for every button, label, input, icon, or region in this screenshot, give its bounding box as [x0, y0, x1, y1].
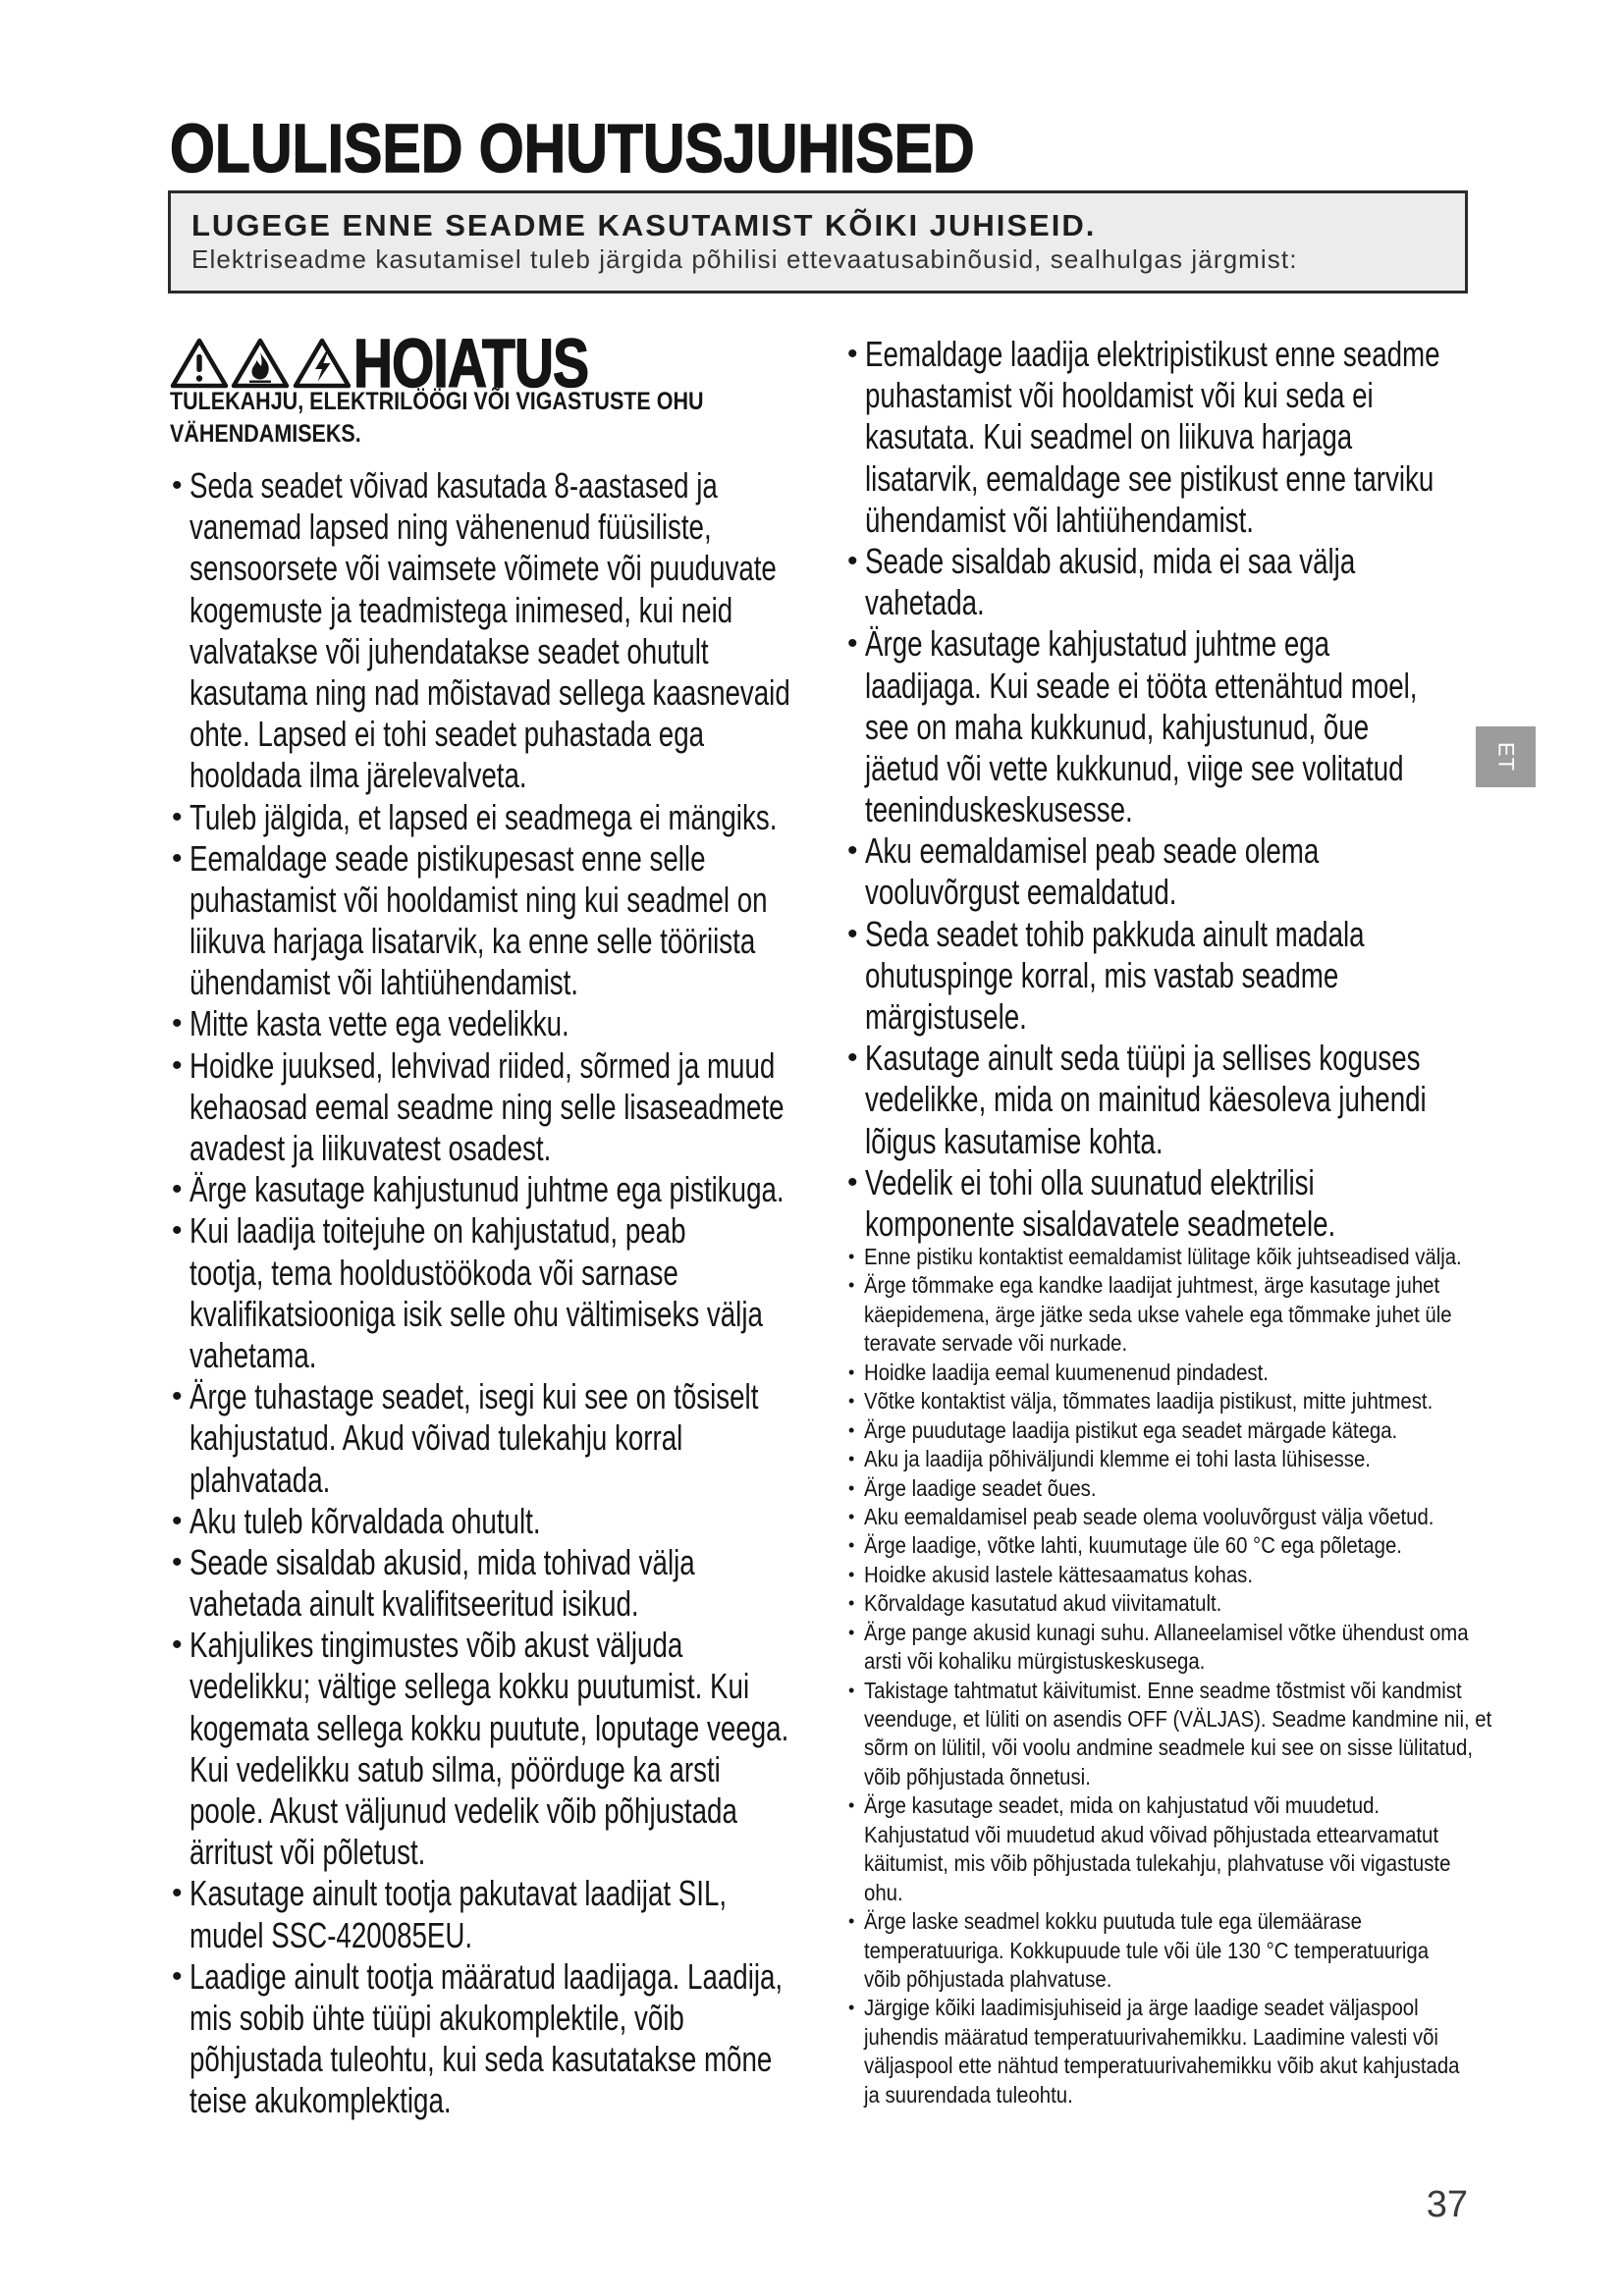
bullet-marker: • — [172, 1504, 183, 1537]
bullet-text-line: Laadige ainult tootja määratud laadijaga. Laadija, — [189, 1955, 784, 1997]
bullet-text-line: puhastamist või hooldamist ning kui seadmel on — [189, 879, 768, 920]
small-bullet-item — [848, 1387, 1473, 1415]
bullet-text-line: ohu. — [864, 1879, 903, 1905]
bullet-marker: • — [848, 1998, 855, 2018]
bullet-text-line: sensoorsete või vaimsete võimete või puuduvate — [189, 548, 777, 589]
bullet-text-line: tootja, tema hooldustöökoda või sarnase — [189, 1252, 678, 1293]
bullet-marker: • — [172, 1545, 183, 1578]
bullet-text-line: ohutuspinge korral, mis vastab seadme — [865, 954, 1339, 995]
bullet-text-line: kogemuste ja teadmistega inimesed, kui neid — [189, 589, 733, 630]
bullet-text-line: Ärge tõmmake ega kandke laadijat juhtmest, ärge kasutage juhet — [864, 1272, 1440, 1299]
bullet-marker: • — [848, 1477, 855, 1498]
bullet-text-line: valvatakse või juhendatakse seadet ohutult — [189, 630, 709, 671]
bullet-text-line: Kui vedelikku satub silma, pöörduge ka arsti — [189, 1748, 721, 1789]
bullet-marker: • — [847, 338, 858, 370]
bullet-text-line: ühendamist või lahtiühendamist. — [865, 499, 1255, 540]
bullet-text-line: kehaosad eemal seadme ning selle lisaseadmete — [189, 1086, 785, 1127]
bullet-marker: • — [172, 1173, 183, 1206]
bullet-text-line: kasutama ning nad mõistavad sellega kaasnevaid — [189, 671, 790, 713]
electric-shock-warning-icon — [293, 337, 352, 390]
bullet-text-line: Aku eemaldamisel peab seade olema vooluvõrgust välja võetud. — [864, 1503, 1435, 1529]
bullet-item — [172, 1169, 808, 1210]
bullet-text-line: Kahjustatud või muudetud akud võivad põhjustada ettearvamatut — [864, 1821, 1439, 1847]
bullet-marker: • — [172, 1959, 183, 1993]
bullet-text-line: Hoidke akusid lastele kättesaamatus kohas. — [864, 1561, 1254, 1587]
bullet-item — [172, 465, 808, 797]
bullet-text-line: Võtke kontaktist välja, tõmmates laadija pistikust, mitte juhtmest. — [864, 1388, 1434, 1415]
bullet-item — [847, 830, 1474, 913]
small-bullet-item — [848, 1561, 1473, 1589]
small-bullet-item — [848, 1907, 1473, 1994]
bullet-marker: • — [848, 1911, 855, 1932]
bullet-text-line: Seda seadet tohib pakkuda ainult madala — [865, 913, 1365, 954]
bullet-text-line: vahetada ainult kvalifitseeritud isikud. — [189, 1583, 639, 1625]
bullet-text-line: Ärge puudutage laadija pistikut ega seadet märgade kätega. — [864, 1416, 1398, 1443]
bullet-text-line: Ärge laadige, võtke lahti, kuumutage üle 60 °C ega põletage. — [864, 1532, 1402, 1559]
bullet-text-line: Seda seadet võivad kasutada 8-aastased ja — [189, 465, 718, 506]
language-tab-label: ET — [1493, 741, 1519, 773]
small-bullet-item — [848, 1474, 1473, 1503]
bullet-text-line: teravate servade või nurkade. — [864, 1330, 1128, 1357]
bullet-text-line: juhendis määratud temperatuurivahemikku. Laadimine valesti või — [864, 2023, 1438, 2050]
bullet-item — [847, 1038, 1474, 1162]
page-title: OLULISED OHUTUSJUHISED — [170, 110, 975, 187]
bullet-marker: • — [848, 1247, 855, 1266]
bullet-marker: • — [848, 1275, 855, 1296]
bullet-marker: • — [848, 1362, 855, 1382]
bullet-text-line: vedelikke, mida on mainitud käesoleva juhendi — [865, 1079, 1427, 1120]
small-bullet-item — [848, 1503, 1473, 1531]
bullet-text-line: Enne pistiku kontaktist eemaldamist lülitage kõik juhtseadised välja. — [864, 1244, 1462, 1269]
bullet-text-line: vanemad lapsed ning vähenenud füüsiliste, — [189, 507, 712, 548]
bullet-item — [172, 1500, 808, 1542]
bullet-text-line: kahjustatud. Akud võivad tulekahju korral — [189, 1417, 683, 1459]
bullet-text-line: Aku ja laadija põhiväljundi klemme ei tohi lasta lühisesse. — [864, 1446, 1371, 1472]
bullet-text-line: vedelikku; vältige sellega kokku puutumist. Kui — [189, 1666, 750, 1707]
warning-label: HOIATUS — [353, 325, 589, 401]
bullet-marker: • — [847, 544, 858, 577]
bullet-text-line: Kõrvaldage kasutatud akud viivitamatult. — [864, 1590, 1222, 1617]
bullet-text-line: Kasutage ainult tootja pakutavat laadijat SIL, — [189, 1873, 728, 1914]
bullet-text-line: hooldada ilma järelevalveta. — [189, 755, 527, 796]
bullet-text-line: Ärge tuhastage seadet, isegi kui see on tõsiselt — [189, 1376, 759, 1417]
small-bullet-item — [848, 1619, 1473, 1677]
bullet-marker: • — [848, 1391, 855, 1412]
bullet-text-line: Eemaldage seade pistikupesast enne selle — [189, 837, 706, 879]
bullet-text-line: lõigus kasutamise kohta. — [865, 1120, 1164, 1161]
bullet-text-line: Ärge laske seadmel kokku puutuda tule ega ülemäärase — [864, 1908, 1362, 1935]
small-bullet-item — [848, 1677, 1492, 1792]
bullet-marker: • — [848, 1795, 855, 1816]
right-column-small-print — [848, 1243, 1492, 2109]
small-bullet-item — [848, 1359, 1473, 1387]
bullet-text-line: Hoidke juuksed, lehvivad riided, sõrmed ja muud — [189, 1044, 776, 1086]
bullet-text-line: plahvatada. — [189, 1459, 331, 1500]
bullet-marker: • — [848, 1622, 855, 1642]
bullet-marker: • — [172, 1007, 183, 1041]
bullet-text-line: märgistusele. — [865, 996, 1027, 1037]
small-bullet-item — [848, 1531, 1473, 1560]
bullet-text-line: Järgige kõiki laadimisjuhiseid ja ärge laadige seadet väljaspool — [864, 1995, 1419, 2021]
bullet-text-line: Aku tuleb kõrvaldada ohutult. — [189, 1500, 541, 1541]
bullet-item — [172, 837, 808, 1004]
bullet-text-line: ja suurendada tuleohtu. — [864, 2081, 1073, 2108]
small-bullet-item — [848, 1271, 1473, 1358]
bullet-text-line: vahetada. — [865, 582, 985, 623]
notice-heading: LUGEGE ENNE SEADME KASUTAMIST KÕIKI JUHISEID. — [191, 208, 1097, 242]
bullet-marker: • — [172, 841, 183, 875]
bullet-marker: • — [848, 1535, 855, 1556]
bullet-text-line: arsti või kohaliku mürgistuskeskusega. — [864, 1648, 1206, 1675]
bullet-text-line: mis sobib ühte tüüpi akukomplektile, võib — [189, 1997, 684, 2038]
bullet-text-line: avadest ja liikuvatest osadest. — [189, 1128, 552, 1168]
bullet-marker: • — [848, 1449, 855, 1469]
bullet-marker: • — [848, 1680, 855, 1700]
bullet-text-line: ohte. Lapsed ei tohi seadet puhastada ega — [189, 714, 705, 755]
bullet-text-line: Tuleb jälgida, et lapsed ei seadmega ei mängiks. — [189, 796, 778, 837]
bullet-marker: • — [172, 1214, 183, 1248]
bullet-text-line: see on maha kukkunud, kahjustunud, õue — [865, 706, 1370, 747]
bullet-marker: • — [847, 627, 858, 661]
bullet-text-line: Mitte kasta vette ega vedelikku. — [189, 1003, 569, 1044]
warning-subtitle-line: TULEKAHJU, ELEKTRILÖÖGI VÕI VIGASTUSTE OHU — [170, 388, 704, 415]
bullet-text-line: Vedelik ei tohi olla suunatud elektrilisi — [865, 1161, 1315, 1202]
bullet-text-line: veenduge, et lüliti on asendis OFF (VÄLJAS). Seadme kandmine nii, et — [864, 1706, 1492, 1732]
bullet-marker: • — [847, 1041, 858, 1075]
bullet-marker: • — [847, 917, 858, 950]
bullet-item — [172, 1210, 808, 1376]
bullet-text-line: vooluvõrgust eemaldatud. — [865, 872, 1177, 913]
bullet-text-line: puhastamist või hooldamist või kui seda ei — [865, 375, 1374, 416]
bullet-text-line: Seade sisaldab akusid, mida tohivad välja — [189, 1541, 695, 1582]
bullet-text-line: Aku eemaldamisel peab seade olema — [865, 830, 1320, 872]
bullet-marker: • — [847, 834, 858, 868]
bullet-item — [847, 623, 1474, 830]
bullet-text-line: liikuva harjaga lisatarvik, ka enne selle tööriista — [189, 921, 756, 962]
small-bullet-item — [848, 1589, 1473, 1618]
bullet-text-line: võib põhjustada plahvatuse. — [864, 1965, 1112, 1992]
bullet-text-line: lisatarvik, eemaldage see pistikust enne tarviku — [865, 457, 1435, 499]
bullet-text-line: väljaspool ette nähtud temperatuurivahemikku võib akut kahjustada — [864, 2053, 1460, 2079]
bullet-text-line: võib põhjustada õnnetusi. — [864, 1763, 1091, 1789]
bullet-item — [172, 1003, 808, 1044]
bullet-item — [172, 796, 808, 838]
bullet-text-line: käitumist, mis võib põhjustada tulekahju, plahvatuse või vigastuste — [864, 1850, 1451, 1877]
bullet-item — [172, 1873, 808, 1955]
bullet-marker: • — [172, 1380, 183, 1414]
bullet-text-line: sõrm on lülitil, või voolu andmine seadmele kui see on sisse lülitatud, — [864, 1735, 1474, 1761]
bullet-text-line: teise akukomplektiga. — [189, 2080, 452, 2121]
bullet-text-line: Eemaldage laadija elektripistikust enne seadme — [865, 334, 1440, 374]
bullet-marker: • — [172, 469, 183, 502]
bullet-text-line: jäetud või vette kukkunud, viige see volitatud — [865, 747, 1404, 788]
bullet-item — [172, 1541, 808, 1625]
bullet-item — [847, 540, 1474, 623]
bullet-text-line: Kasutage ainult seda tüüpi ja sellises koguses — [865, 1038, 1421, 1079]
right-column — [847, 334, 1474, 1245]
bullet-marker: • — [172, 1629, 183, 1662]
language-tab — [1476, 726, 1536, 787]
bullet-text-line: poole. Akust väljunud vedelik võib põhjustada — [189, 1790, 737, 1831]
small-bullet-item — [848, 1243, 1473, 1271]
bullet-text-line: põhjustada tuleohtu, kui seda kasutatakse mõne — [189, 2039, 773, 2080]
bullet-text-line: Takistage tahtmatut käivitumist. Enne seadme tõstmist või kandmist — [864, 1677, 1462, 1703]
exclamation-warning-icon — [170, 337, 229, 390]
bullet-marker: • — [848, 1593, 855, 1614]
bullet-item — [172, 1376, 808, 1501]
left-column — [172, 465, 808, 2122]
small-bullet-item — [848, 1994, 1473, 2109]
bullet-text-line: Hoidke laadija eemal kuumenenud pindadest. — [864, 1359, 1269, 1385]
bullet-text-line: mudel SSC-420085EU. — [189, 1914, 473, 1955]
bullet-text-line: Ärge kasutage kahjustatud juhtme ega — [865, 623, 1330, 665]
bullet-text-line: kasutata. Kui seadmel on liikuva harjaga — [865, 416, 1353, 457]
warning-subtitle — [170, 386, 704, 451]
bullet-text-line: Seade sisaldab akusid, mida ei saa välja — [865, 540, 1356, 581]
bullet-text-line: käepidemena, ärge jätke seda ukse vahele ega tõmmake juhet üle — [864, 1301, 1452, 1327]
bullet-text-line: ärritust või põletust. — [189, 1832, 426, 1873]
bullet-text-line: komponente sisaldavatele seadmetele. — [865, 1202, 1336, 1244]
bullet-text-line: ühendamist või lahtiühendamist. — [189, 962, 579, 1003]
bullet-marker: • — [847, 1165, 858, 1199]
bullet-marker: • — [848, 1564, 855, 1584]
bullet-item — [172, 1044, 808, 1170]
bullet-item — [847, 913, 1474, 1039]
page-number: 37 — [1426, 2184, 1468, 2225]
bullet-text-line: vahetama. — [189, 1334, 317, 1375]
bullet-item — [172, 1955, 808, 2122]
warning-subtitle-line: VÄHENDAMISEKS. — [170, 420, 361, 448]
bullet-item — [172, 1625, 808, 1873]
bullet-text-line: kogemata sellega kokku puutute, loputage veega. — [189, 1707, 789, 1748]
small-bullet-item — [848, 1416, 1473, 1445]
bullet-text-line: Ärge pange akusid kunagi suhu. Allaneelamisel võtke ühendust oma — [864, 1619, 1469, 1645]
bullet-text-line: Kui laadija toitejuhe on kahjustatud, peab — [189, 1210, 686, 1252]
small-bullet-item — [848, 1445, 1473, 1473]
bullet-item — [847, 334, 1474, 541]
bullet-text-line: kvalifikatsiooniga isik selle ohu vältimiseks välja — [189, 1293, 763, 1334]
bullet-item — [847, 1161, 1474, 1245]
small-bullet-item — [848, 1791, 1473, 1907]
bullet-text-line: teeninduskeskusesse. — [865, 789, 1133, 830]
bullet-marker: • — [172, 1877, 183, 1910]
bullet-marker: • — [848, 1419, 855, 1440]
notice-text: Elektriseadme kasutamisel tuleb järgida põhilisi ettevaatusabinõusid, sealhulgas järgmist: — [191, 244, 1298, 274]
bullet-text-line: Ärge kasutage kahjustunud juhtme ega pistikuga. — [189, 1169, 785, 1210]
bullet-text-line: Ärge kasutage seadet, mida on kahjustatud või muudetud. — [864, 1792, 1380, 1819]
bullet-text-line: laadijaga. Kui seade ei tööta ettenähtud moel, — [865, 665, 1418, 706]
notice-box — [168, 190, 1468, 294]
bullet-text-line: Kahjulikes tingimustes võib akust väljuda — [189, 1625, 683, 1666]
bullet-text-line: Ärge laadige seadet õues. — [864, 1474, 1097, 1501]
fire-warning-icon — [231, 337, 290, 390]
bullet-text-line: temperatuuriga. Kokkupuude tule või üle 130 °C temperatuuriga — [864, 1937, 1430, 1963]
bullet-marker: • — [172, 1048, 183, 1082]
bullet-marker: • — [848, 1506, 855, 1526]
bullet-marker: • — [172, 800, 183, 833]
